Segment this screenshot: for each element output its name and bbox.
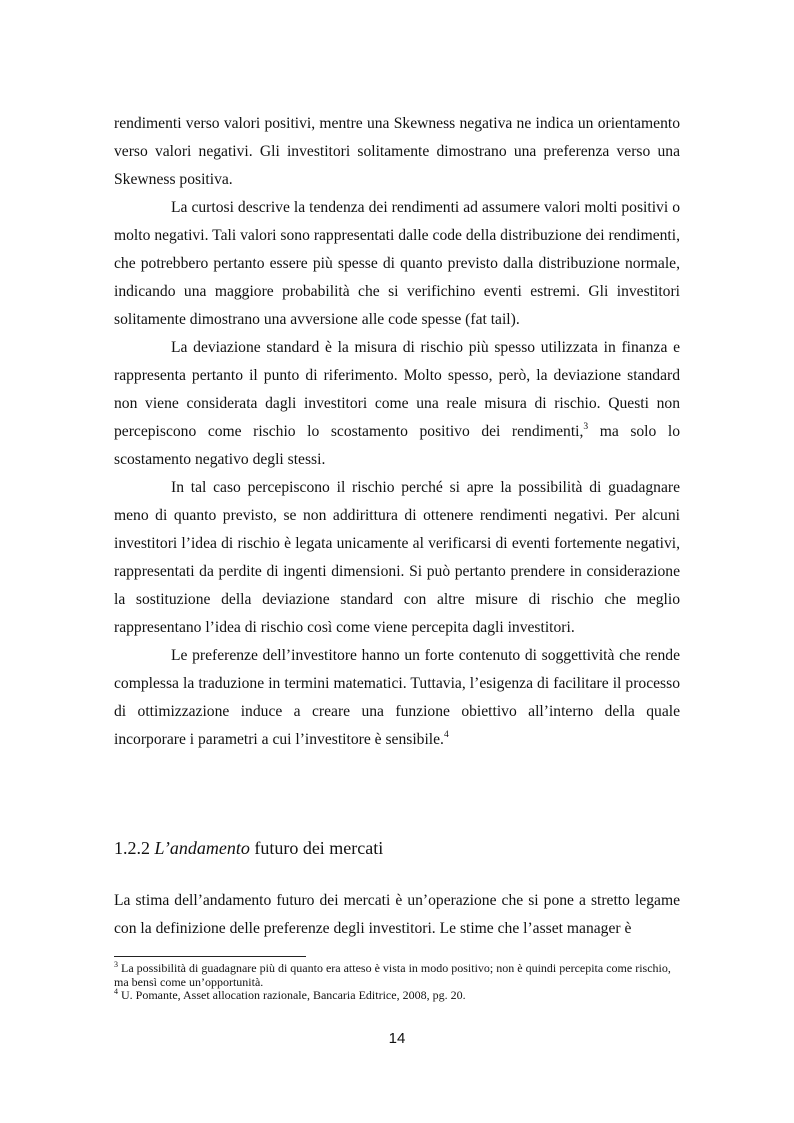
footnote-3 xyxy=(114,962,680,989)
paragraph-percezione-rischio: In tal caso percepiscono il rischio perché si apre la possibilità di guadagnare meno di quanto previsto, se non addirittura di ottenere rendimenti negativi. Per alcuni investitori l’idea di rischio è legata unicamente al verificarsi di eventi fortemente negativi, rappresentati da perdite di ingenti dimensioni. Si può pertanto prendere in considerazione la sostituzione della deviazione standard con altre misure di rischio che meglio rappresentano l’idea di rischio così come viene percepita dagli investitori. xyxy=(114,479,680,636)
paragraph-curtosi: La curtosi descrive la tendenza dei rendimenti ad assumere valori molti positivi o molto negativi. Tali valori sono rappresentati dalle code della distribuzione dei rendimenti, che potrebbero pertanto essere più spesse di quanto previsto dalla distribuzione normale, indicando una maggiore probabilità che si verifichino eventi estremi. Gli investitori solitamente dimostrano una avversione alle code spesse (fat tail). xyxy=(114,199,680,328)
footnote-ref-4[interactable]: 4 xyxy=(443,729,449,740)
paragraph-deviazione-text-b: ma solo lo scostamento negativo degli stessi. xyxy=(114,423,681,468)
section-title-rest: futuro dei mercati xyxy=(249,838,384,858)
section-heading xyxy=(114,836,680,860)
paragraph-skewness: rendimenti verso valori positivi, mentre una Skewness negativa ne indica un orientamento verso valori negativi. Gli investitori solitamente dimostrano una preferenza verso una Skewness positiva. xyxy=(114,115,680,188)
footnote-ref-3[interactable]: 3 xyxy=(583,421,589,432)
footnote-mark-3: 3 xyxy=(114,960,118,969)
paragraph-preferenze-text: Le preferenze dell’investitore hanno un forte contenuto di soggettività che rende complessa la traduzione in termini matematici. Tuttavia, l’esigenza di facilitare il processo di ottimizzazione induce a creare una funzione obiettivo all’interno della quale incorporare i parametri a cui l’investitore è sensibile. xyxy=(114,647,680,748)
page-body xyxy=(114,110,680,943)
paragraph-stima-andamento: La stima dell’andamento futuro dei mercati è un’operazione che si pone a stretto legame con la definizione delle preferenze degli investitori. Le stime che l’asset manager è xyxy=(114,892,680,937)
footnote-4 xyxy=(114,989,680,1003)
footnote-text-3: La possibilità di guadagnare più di quanto era atteso è vista in modo positivo; non è quindi percepita come rischio, ma bensì come un’opportunità. xyxy=(114,961,671,989)
paragraph-deviazione-standard xyxy=(114,334,680,474)
footnote-separator xyxy=(114,956,306,957)
page-number: 14 xyxy=(388,1030,406,1047)
paragraph-preferenze xyxy=(114,642,680,754)
footnotes xyxy=(114,962,680,1003)
footnote-text-4: U. Pomante, Asset allocation razionale, Bancaria Editrice, 2008, pg. 20. xyxy=(118,988,466,1002)
footnote-mark-4: 4 xyxy=(114,987,118,996)
section-title-italic: L’andamento xyxy=(154,838,250,858)
section-number: 1.2.2 xyxy=(114,838,155,858)
paragraph-deviazione-text-a: La deviazione standard è la misura di rischio più spesso utilizzata in finanza e rappresenta pertanto il punto di riferimento. Molto spesso, però, la deviazione standard non viene considerata dagli investitori come una reale misura di rischio. Questi non percepiscono come rischio lo scostamento positivo dei rendimenti, xyxy=(114,339,680,440)
